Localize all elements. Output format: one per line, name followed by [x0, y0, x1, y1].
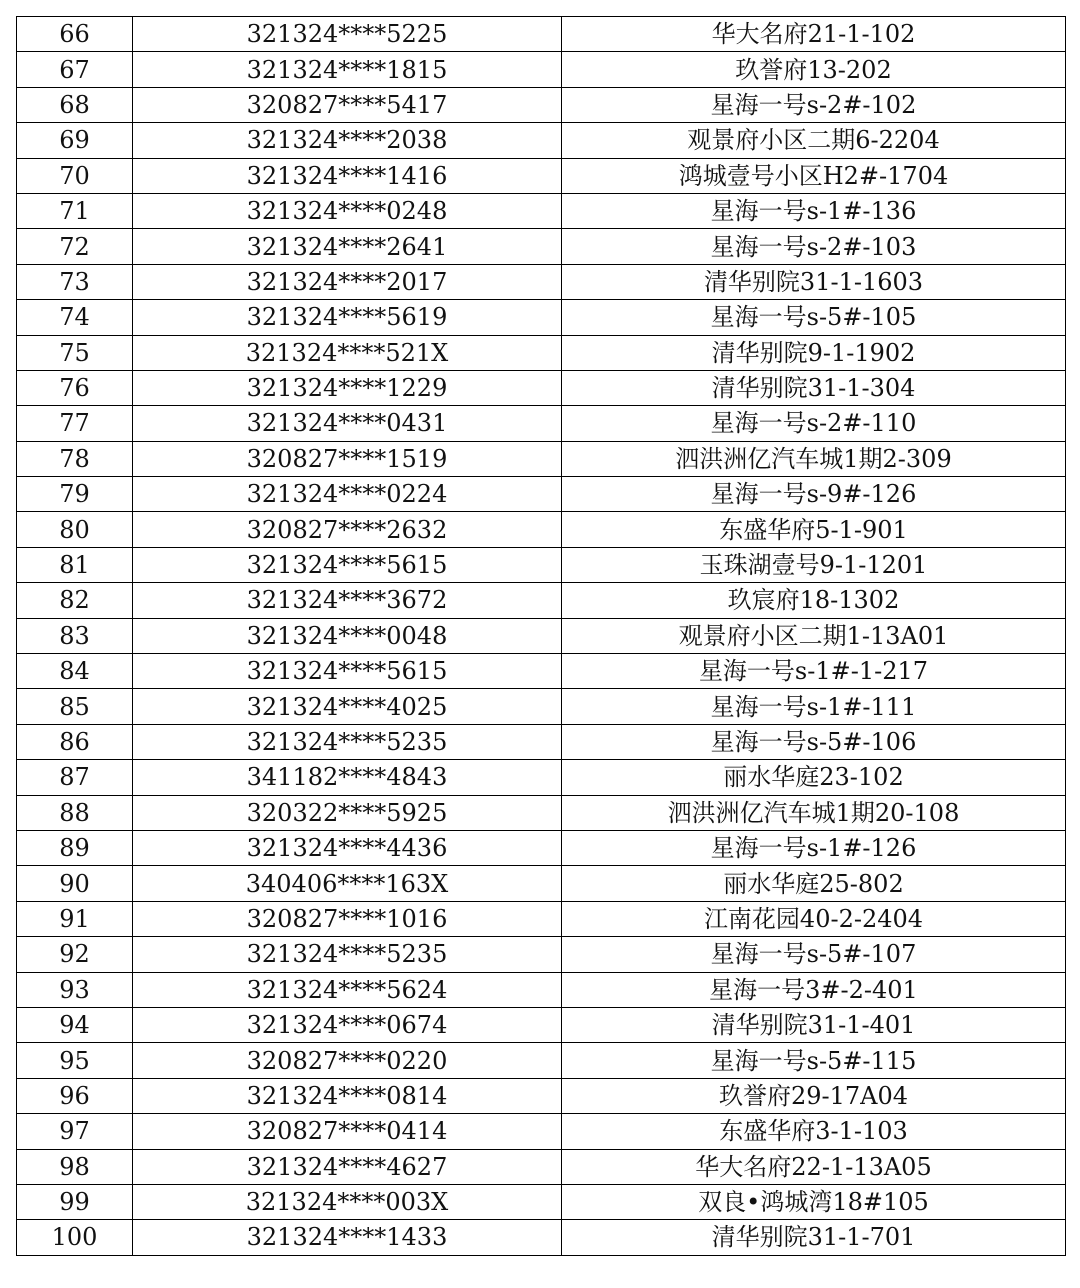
id-number-cell: 321324****5235 [133, 724, 562, 759]
table-row [17, 441, 1066, 476]
address-cell: 星海一号3#-2-401 [562, 972, 1066, 1007]
id-number-cell: 321324****3672 [133, 583, 562, 618]
row-number-cell: 97 [17, 1114, 133, 1149]
row-number-cell: 83 [17, 618, 133, 653]
id-number-cell: 320827****1519 [133, 441, 562, 476]
address-cell: 清华别院31-1-304 [562, 370, 1066, 405]
address-cell: 观景府小区二期6-2204 [562, 123, 1066, 158]
row-number-cell: 93 [17, 972, 133, 1007]
row-number-cell: 75 [17, 335, 133, 370]
table-row [17, 654, 1066, 689]
row-number-cell: 98 [17, 1149, 133, 1184]
table-row [17, 300, 1066, 335]
table-row [17, 618, 1066, 653]
id-number-cell: 321324****5615 [133, 654, 562, 689]
id-number-cell: 321324****0224 [133, 477, 562, 512]
table-row [17, 583, 1066, 618]
address-cell: 星海一号s-5#-107 [562, 937, 1066, 972]
id-number-cell: 340406****163X [133, 866, 562, 901]
row-number-cell: 92 [17, 937, 133, 972]
address-cell: 星海一号s-1#-1-217 [562, 654, 1066, 689]
table-row [17, 87, 1066, 122]
table-row [17, 1114, 1066, 1149]
table-body [17, 17, 1066, 1256]
row-number-cell: 95 [17, 1043, 133, 1078]
id-number-cell: 321324****0248 [133, 193, 562, 228]
id-number-cell: 321324****1416 [133, 158, 562, 193]
id-number-cell: 321324****4436 [133, 830, 562, 865]
table-row [17, 158, 1066, 193]
table-row [17, 477, 1066, 512]
id-number-cell: 320827****0414 [133, 1114, 562, 1149]
table-row [17, 229, 1066, 264]
table-row [17, 1149, 1066, 1184]
row-number-cell: 84 [17, 654, 133, 689]
table-row [17, 264, 1066, 299]
row-number-cell: 90 [17, 866, 133, 901]
table-row [17, 830, 1066, 865]
id-number-cell: 321324****1229 [133, 370, 562, 405]
row-number-cell: 70 [17, 158, 133, 193]
id-number-cell: 321324****5615 [133, 547, 562, 582]
table-row [17, 901, 1066, 936]
row-number-cell: 79 [17, 477, 133, 512]
id-number-cell: 320827****1016 [133, 901, 562, 936]
id-number-cell: 321324****2017 [133, 264, 562, 299]
address-cell: 丽水华庭25-802 [562, 866, 1066, 901]
row-number-cell: 87 [17, 760, 133, 795]
row-number-cell: 77 [17, 406, 133, 441]
id-number-cell: 321324****0674 [133, 1007, 562, 1042]
id-number-cell: 321324****5624 [133, 972, 562, 1007]
id-number-cell: 321324****5235 [133, 937, 562, 972]
table-row [17, 760, 1066, 795]
address-cell: 清华别院31-1-701 [562, 1220, 1066, 1255]
row-number-cell: 81 [17, 547, 133, 582]
address-cell: 星海一号s-2#-110 [562, 406, 1066, 441]
table-row [17, 972, 1066, 1007]
row-number-cell: 74 [17, 300, 133, 335]
address-cell: 双良•鸿城湾18#105 [562, 1184, 1066, 1219]
row-number-cell: 100 [17, 1220, 133, 1255]
row-number-cell: 66 [17, 17, 133, 52]
address-cell: 丽水华庭23-102 [562, 760, 1066, 795]
id-number-cell: 341182****4843 [133, 760, 562, 795]
table-row [17, 724, 1066, 759]
address-cell: 玖誉府29-17A04 [562, 1078, 1066, 1113]
row-number-cell: 67 [17, 52, 133, 87]
row-number-cell: 96 [17, 1078, 133, 1113]
row-number-cell: 99 [17, 1184, 133, 1219]
id-number-cell: 321324****5225 [133, 17, 562, 52]
resident-list-table [16, 16, 1066, 1256]
address-cell: 星海一号s-1#-111 [562, 689, 1066, 724]
row-number-cell: 68 [17, 87, 133, 122]
row-number-cell: 72 [17, 229, 133, 264]
table-row [17, 689, 1066, 724]
address-cell: 玖誉府13-202 [562, 52, 1066, 87]
address-cell: 泗洪洲亿汽车城1期2-309 [562, 441, 1066, 476]
row-number-cell: 86 [17, 724, 133, 759]
row-number-cell: 71 [17, 193, 133, 228]
id-number-cell: 321324****0431 [133, 406, 562, 441]
id-number-cell: 321324****1433 [133, 1220, 562, 1255]
row-number-cell: 78 [17, 441, 133, 476]
row-number-cell: 94 [17, 1007, 133, 1042]
address-cell: 鸿城壹号小区H2#-1704 [562, 158, 1066, 193]
address-cell: 玖宸府18-1302 [562, 583, 1066, 618]
table-row [17, 512, 1066, 547]
table-row [17, 52, 1066, 87]
table-row [17, 1043, 1066, 1078]
id-number-cell: 321324****5619 [133, 300, 562, 335]
table-row [17, 406, 1066, 441]
table-row [17, 1007, 1066, 1042]
id-number-cell: 320827****5417 [133, 87, 562, 122]
id-number-cell: 321324****003X [133, 1184, 562, 1219]
table-row [17, 193, 1066, 228]
table-row [17, 17, 1066, 52]
resident-list-table-container [16, 16, 1065, 1256]
id-number-cell: 321324****2641 [133, 229, 562, 264]
table-row [17, 547, 1066, 582]
address-cell: 星海一号s-5#-115 [562, 1043, 1066, 1078]
row-number-cell: 73 [17, 264, 133, 299]
address-cell: 星海一号s-2#-102 [562, 87, 1066, 122]
id-number-cell: 321324****0048 [133, 618, 562, 653]
table-row [17, 1078, 1066, 1113]
id-number-cell: 321324****0814 [133, 1078, 562, 1113]
id-number-cell: 320827****2632 [133, 512, 562, 547]
address-cell: 清华别院31-1-401 [562, 1007, 1066, 1042]
id-number-cell: 321324****4627 [133, 1149, 562, 1184]
table-row [17, 937, 1066, 972]
address-cell: 星海一号s-5#-105 [562, 300, 1066, 335]
address-cell: 星海一号s-9#-126 [562, 477, 1066, 512]
address-cell: 观景府小区二期1-13A01 [562, 618, 1066, 653]
table-row [17, 370, 1066, 405]
id-number-cell: 320322****5925 [133, 795, 562, 830]
address-cell: 清华别院9-1-1902 [562, 335, 1066, 370]
id-number-cell: 321324****521X [133, 335, 562, 370]
address-cell: 星海一号s-2#-103 [562, 229, 1066, 264]
table-row [17, 335, 1066, 370]
address-cell: 东盛华府3-1-103 [562, 1114, 1066, 1149]
row-number-cell: 89 [17, 830, 133, 865]
address-cell: 星海一号s-1#-126 [562, 830, 1066, 865]
address-cell: 华大名府22-1-13A05 [562, 1149, 1066, 1184]
address-cell: 清华别院31-1-1603 [562, 264, 1066, 299]
table-row [17, 1220, 1066, 1255]
id-number-cell: 320827****0220 [133, 1043, 562, 1078]
id-number-cell: 321324****1815 [133, 52, 562, 87]
address-cell: 玉珠湖壹号9-1-1201 [562, 547, 1066, 582]
id-number-cell: 321324****4025 [133, 689, 562, 724]
row-number-cell: 85 [17, 689, 133, 724]
table-row [17, 1184, 1066, 1219]
table-row [17, 123, 1066, 158]
address-cell: 东盛华府5-1-901 [562, 512, 1066, 547]
address-cell: 江南花园40-2-2404 [562, 901, 1066, 936]
row-number-cell: 80 [17, 512, 133, 547]
row-number-cell: 69 [17, 123, 133, 158]
row-number-cell: 91 [17, 901, 133, 936]
address-cell: 泗洪洲亿汽车城1期20-108 [562, 795, 1066, 830]
address-cell: 星海一号s-1#-136 [562, 193, 1066, 228]
row-number-cell: 76 [17, 370, 133, 405]
id-number-cell: 321324****2038 [133, 123, 562, 158]
row-number-cell: 82 [17, 583, 133, 618]
address-cell: 星海一号s-5#-106 [562, 724, 1066, 759]
row-number-cell: 88 [17, 795, 133, 830]
table-row [17, 795, 1066, 830]
address-cell: 华大名府21-1-102 [562, 17, 1066, 52]
table-row [17, 866, 1066, 901]
